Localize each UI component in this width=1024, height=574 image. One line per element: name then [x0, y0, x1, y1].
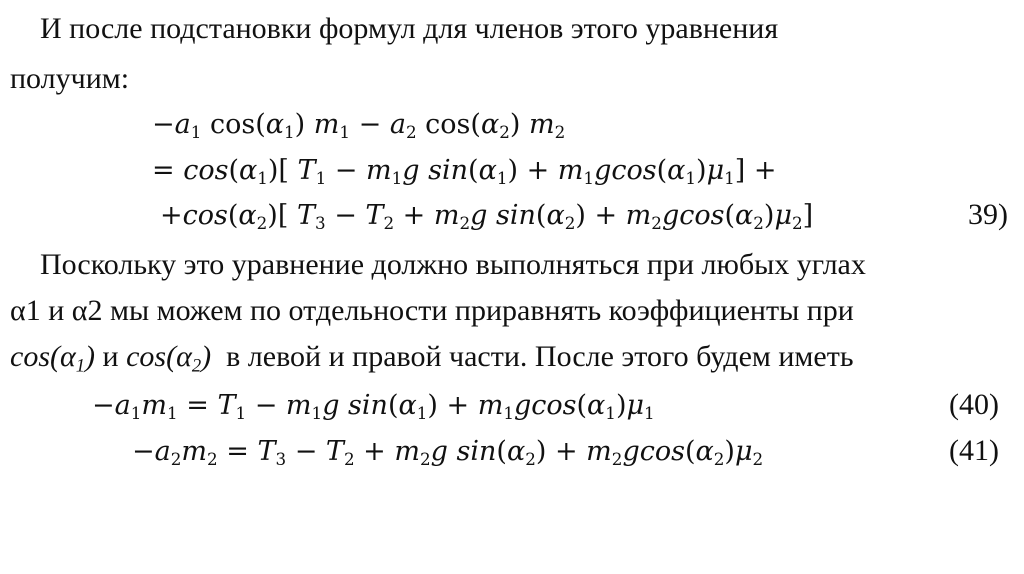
- para-line-1: [40, 248, 866, 282]
- eq39-rhs-part1: = $\cos(\alpha_1)$[ $T_1 - m_1g$ $\sin(\alpha_1) + m_1gcos(\alpha_1)\mu_1$] +: [152, 155, 777, 189]
- eq39-lhs: $-a_1$ $\cos(\alpha_1) m_1 - a_2$ $\cos(\alpha_2)$ $m_2$: [152, 109, 566, 143]
- intro-text-2: получим:: [10, 62, 130, 95]
- eq39-line-1: [152, 108, 565, 142]
- intro-line-2: [10, 62, 129, 96]
- eq40-expression: $-a_1m_1 = T_1 - m_1g$ $\sin(\alpha_1) + m_1gcos(\alpha_1)\mu_1$: [92, 390, 655, 424]
- para-conj: и: [102, 340, 127, 373]
- para-text-3: в левой и правой части. После этого будем иметь: [218, 340, 854, 373]
- eq39-line-3: [160, 199, 813, 233]
- eq41-label: (41): [949, 434, 999, 467]
- para-text-2: α1 и α2 мы можем по отдельности приравнять коэффициенты при: [10, 294, 854, 327]
- eq40-number: [949, 388, 999, 422]
- para-text-1: Поскольку это уравнение должно выполняться при любых углах: [40, 248, 866, 281]
- para-line-2: [10, 294, 854, 328]
- eq41-expression: $-a_2m_2 = T_3 - T_2 + m_2g$ $\sin(\alpha_2) + m_2gcos(\alpha_2)\mu_2$: [132, 436, 764, 470]
- intro-text-1: И после подстановки формул для членов этого уравнения: [40, 12, 779, 45]
- eq41-number: [949, 434, 999, 468]
- intro-line-1: [40, 12, 778, 46]
- para-inline-formula: $\cos(\alpha_1)$: [10, 340, 96, 377]
- eq39-line-2: [152, 154, 777, 188]
- eq39-rhs-part2: $+\cos(\alpha_2)$[ $T_3 - T_2 + m_2g$ $\sin(\alpha_2) + m_2gcos(\alpha_2)\mu_2$]: [160, 200, 814, 234]
- eq40-line: [92, 389, 655, 423]
- eq39-label: 39): [968, 198, 1008, 231]
- eq40-label: (40): [949, 388, 999, 421]
- para-inline-formula-2: $\cos(\alpha_2)$: [126, 340, 212, 377]
- eq39-number: [968, 198, 1008, 232]
- eq41-line: [132, 435, 763, 469]
- para-line-3: [10, 340, 854, 377]
